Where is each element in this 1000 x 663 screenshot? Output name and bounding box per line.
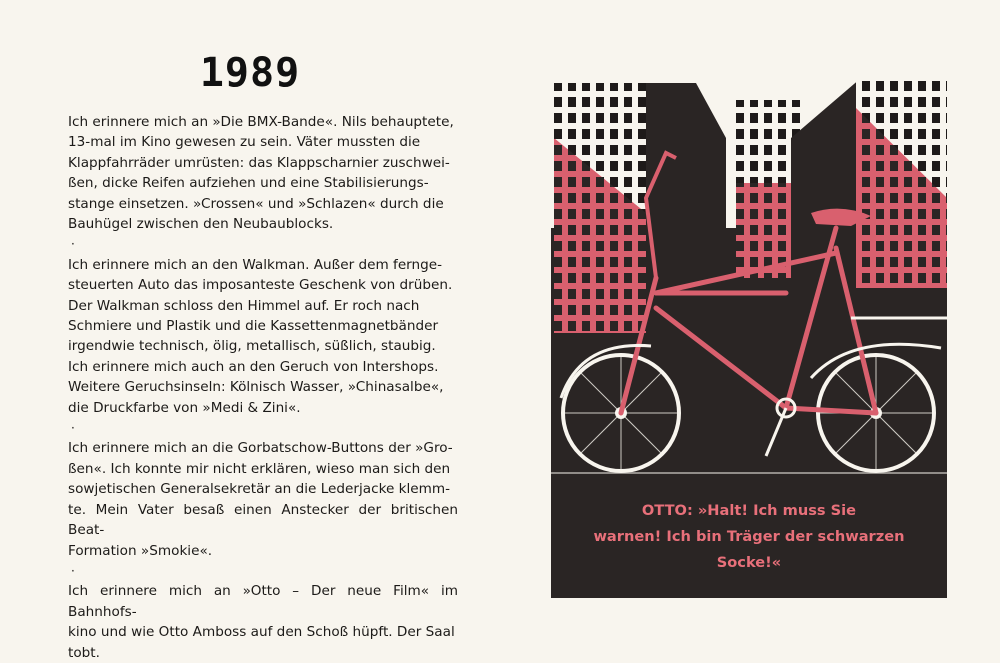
text-line: 13-mal im Kino gewesen zu sein. Väter mussten die [68,134,421,151]
caption-line: warnen! Ich bin Träger der schwarzen [593,528,905,545]
text-line: Schmiere und Plastik und die Kassettenmagnetbänder [68,318,439,335]
text-line: ßen«. Ich konnte mir nicht erklären, wieso man sich den [68,460,451,477]
paragraph-gorbatschow [68,438,458,560]
text-block [68,112,458,663]
speech-caption [551,498,947,576]
year-heading: 1989 [199,50,301,96]
bicycle-illustration [551,78,947,598]
text-line: Klappfahrräder umrüsten: das Klappscharnier zuschwei- [68,154,450,171]
text-line: stange einsetzen. »Crossen« und »Schlazen« durch die [68,195,444,212]
text-line: Ich erinnere mich auch an den Geruch von Intershops. [68,358,439,375]
text-line: steuerten Auto das imposanteste Geschenk von drüben. [68,277,453,294]
text-line: Ich erinnere mich an »Die BMX-Bande«. Nils behauptete, [68,114,454,130]
text-line: die Druckfarbe von »Medi & Zini«. [68,399,301,416]
text-line: te. Mein Vater besaß einen Anstecker der britischen Beat- [68,501,458,539]
caption-line: OTTO: »Halt! Ich muss Sie [641,502,857,519]
paragraph-bmx [68,112,458,234]
paragraph-separator: · [71,237,75,252]
caption-line: Socke!« [716,554,782,571]
paragraph-walkman [68,255,458,418]
left-page [0,0,500,659]
text-line: Ich erinnere mich an die Gorbatschow-Buttons der »Gro- [68,440,453,457]
text-line: Bauhügel zwischen den Neubaublocks. [68,216,334,233]
text-line: Weitere Geruchsinseln: Kölnisch Wasser, »Chinasalbe«, [68,379,444,396]
paragraph-separator: · [71,563,75,578]
text-line: kino und wie Otto Amboss auf den Schoß hüpft. Der Saal [68,624,455,641]
text-line: Ich erinnere mich an »Otto – Der neue Film« im Bahnhofs- [68,583,458,620]
text-line: irgendwie technisch, ölig, metallisch, süßlich, staubig. [68,338,436,355]
text-line: Formation »Smokie«. [68,542,213,559]
paragraph-separator: · [71,421,75,436]
text-line: sowjetischen Generalsekretär an die Lederjacke klemm- [68,481,451,498]
text-line: tobt. [68,644,100,661]
text-line: Der Walkman schloss den Himmel auf. Er roch nach [68,297,420,314]
paragraph-otto [68,581,458,663]
text-line: ßen, dicke Reifen aufziehen und eine Stabilisierungs- [68,175,429,192]
text-line: Ich erinnere mich an den Walkman. Außer dem fernge- [68,256,443,273]
